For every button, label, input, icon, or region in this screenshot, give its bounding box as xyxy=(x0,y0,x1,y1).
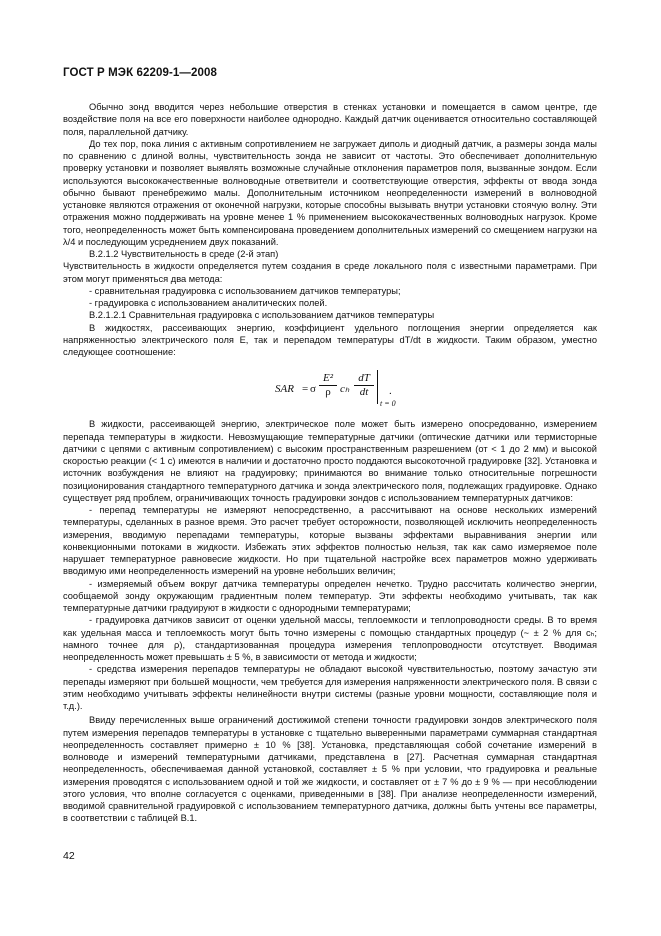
list-item: - градуировка датчиков зависит от оценки удельной массы, теплоемкости и теплопроводности среды. В то время как удельная масса и теплоемкость могут быть точно измерены с помощью стандартных процедур (~ ± 2 % для cₕ; намного точнее для ρ), стандартизованная процедура измерения теплопроводности отсутствует. Вводимая неопределенность может превышать ± 5 %, в зависимости от метода и жидкости; xyxy=(63,615,597,662)
formula-evaluation-bar xyxy=(377,370,378,404)
sar-formula xyxy=(63,366,597,412)
section-heading: В.2.1.2.1 Сравнительная градуировка с использованием датчиков температуры xyxy=(89,310,435,321)
paragraph: В жидкостях, рассеивающих энергию, коэффициент удельного поглощения энергии определяется как напряженностью электрического поля E, так и перепадом температуры dT/dt в жидкости. Таким образом, уместно следующее соотношение: xyxy=(63,322,597,357)
section-heading: В.2.1.2 Чувствительность в среде (2-й этап) xyxy=(89,249,279,259)
list-item: - градуировка с использованием аналитических полей. xyxy=(89,298,328,308)
document-body xyxy=(63,101,597,825)
formula-numerator: dT xyxy=(354,372,374,385)
document-header: ГОСТ Р МЭК 62209-1—2008 xyxy=(63,67,217,79)
formula-equals: = xyxy=(302,383,309,396)
list-item: - сравнительная градуировка с использованием датчиков температуры; xyxy=(89,285,401,296)
paragraph: Обычно зонд вводится через небольшие отверстия в стенках установки и помещается в самом центре, где воздействие поля на все его поверхности наиболее однородно. Каждый датчик оценивается относительно составляющей поля, параллельной датчику. xyxy=(63,102,597,137)
paragraph: Ввиду перечисленных выше ограничений достижимой степени точности градуировки зондов электрического поля путем измерения перепадов температуры в установке с тщательно выверенными параметрами суммарная стандартная неопределенность составляет примерно ± 10 % [38]. Установка, представляющая собой сочетание измерений в волноводе и измерений температурными датчиками, представлена в [27]. Расчетная суммарная стандартная неопределенность, обеспечиваемая данной установкой, составляет ± 5 % при условии, что градуировка и реальные измерения проводятся с использованием одной и той же жидкости, и составляет от ± 7 % до ± 9 % — при несоблюдении этого условия, что вполне согласуется с оценками, приведенными в [38]. При анализе неопределенности измерений, вводимой сравнительной градуировкой с использованием температурного датчика, должны быть учтены все параметры, в соответствии с таблицей В.1. xyxy=(63,715,597,824)
formula-sigma: σ xyxy=(310,383,316,396)
paragraph: В жидкости, рассеивающей энергию, электрическое поле может быть измерено опосредованно, измерением перепада температуры в жидкости. Невозмущающие температурные датчики (оптические датчики или термисторные датчики с цепями с активным сопротивлением) с высоким пространственным разрешением (от < 1 до 2 мм) и высокой скоростью реакции (< 1 с) имеются в наличии и достаточно просто поддаются высокоточной градуировке [32]. Установка и источник возбуждения не влияют на градуировку; принимаются во внимание только относительные погрешности позиционирования стандартного температурного датчика и зонда электрического поля, подлежащих градуировке. Однако существует ряд проблем, ограничивающих точность градуировки зондов с использованием температурных датчиков: xyxy=(63,419,597,503)
paragraph: Чувствительность в жидкости определяется путем создания в среде локального поля с известными параметрами. При этом могут применяться два метода: xyxy=(63,261,597,284)
formula-denominator: ρ xyxy=(325,385,331,398)
formula-fraction-derivative xyxy=(354,372,374,398)
formula-subscript: t = 0 xyxy=(380,399,396,409)
formula-lhs: SAR xyxy=(275,383,294,396)
formula-denominator: dt xyxy=(359,385,369,398)
page-number: 42 xyxy=(63,850,75,862)
list-item: - перепад температуры не измеряют непосредственно, а рассчитывают на основе нескольких измерений температуры, сделанных в разное время. Это расчет требует осторожности, позволяющей исключить неопределенность измерения, вводимую перепадами температуры, которые вызваны эффектами выравнивания энергии или конвекционными потоками в жидкости. Избежать этих эффектов полностью нельзя, так как само измеряемое поле нарушает температурное равновесие жидкости. Но при тщательной настройке всех параметров можно удерживать вводимую ими неопределенность измерений на уровне небольших величин; xyxy=(63,505,597,577)
list-item: - средства измерения перепадов температуры не обладают высокой чувствительностью, поэтому зачастую эти перепады измеряют при большей мощности, чем требуется для измерения напряженности электрического поля. В связи с этим необходимо учитывать эффекты нелинейности внутри системы (разные уровни мощности, составляющие поля и т.д.). xyxy=(63,664,597,711)
formula-coefficient: cₕ xyxy=(340,383,350,396)
formula-numerator: E² xyxy=(319,372,337,385)
list-item: - измеряемый объем вокруг датчика температуры определен нечетко. Трудно рассчитать количество энергии, сообщаемой зонду окружающим градиентным полем температур. Эти эффекты необходимо учитывать, так как температурные датчики градуируют в жидкости с однородными температурами; xyxy=(63,578,597,613)
formula-fraction-field xyxy=(319,372,337,398)
paragraph: До тех пор, пока линия с активным сопротивлением не загружает диполь и диодный датчик, а размеры зонда малы по сравнению с длиной волны, чувствительность зонда не зависит от частоты. Это обеспечивает дополнительную проверку установки и позволяет выявлять возможные случайные отклонения параметров поля, вызванные зондом. Если используются высококачественные волноводные ответвители и соответствующие отверстия, эффекты от ввода зонда обычно бывают пренебрежимо малы. Дополнительным источником неопределенности измерений в волноводной установке являются отражения от оконечной нагрузки, которые способны вызывать внутри установки стоячую волну. Эти отражения можно поддерживать на уровне менее 1 % применением высококачественных волноводных нагрузок. Кроме того, неопределенность может быть компенсирована проведением дополнительных измерений со смещением нагрузки на λ/4 и последующим усреднением двух показаний. xyxy=(63,138,597,247)
formula-end: . xyxy=(389,385,392,398)
